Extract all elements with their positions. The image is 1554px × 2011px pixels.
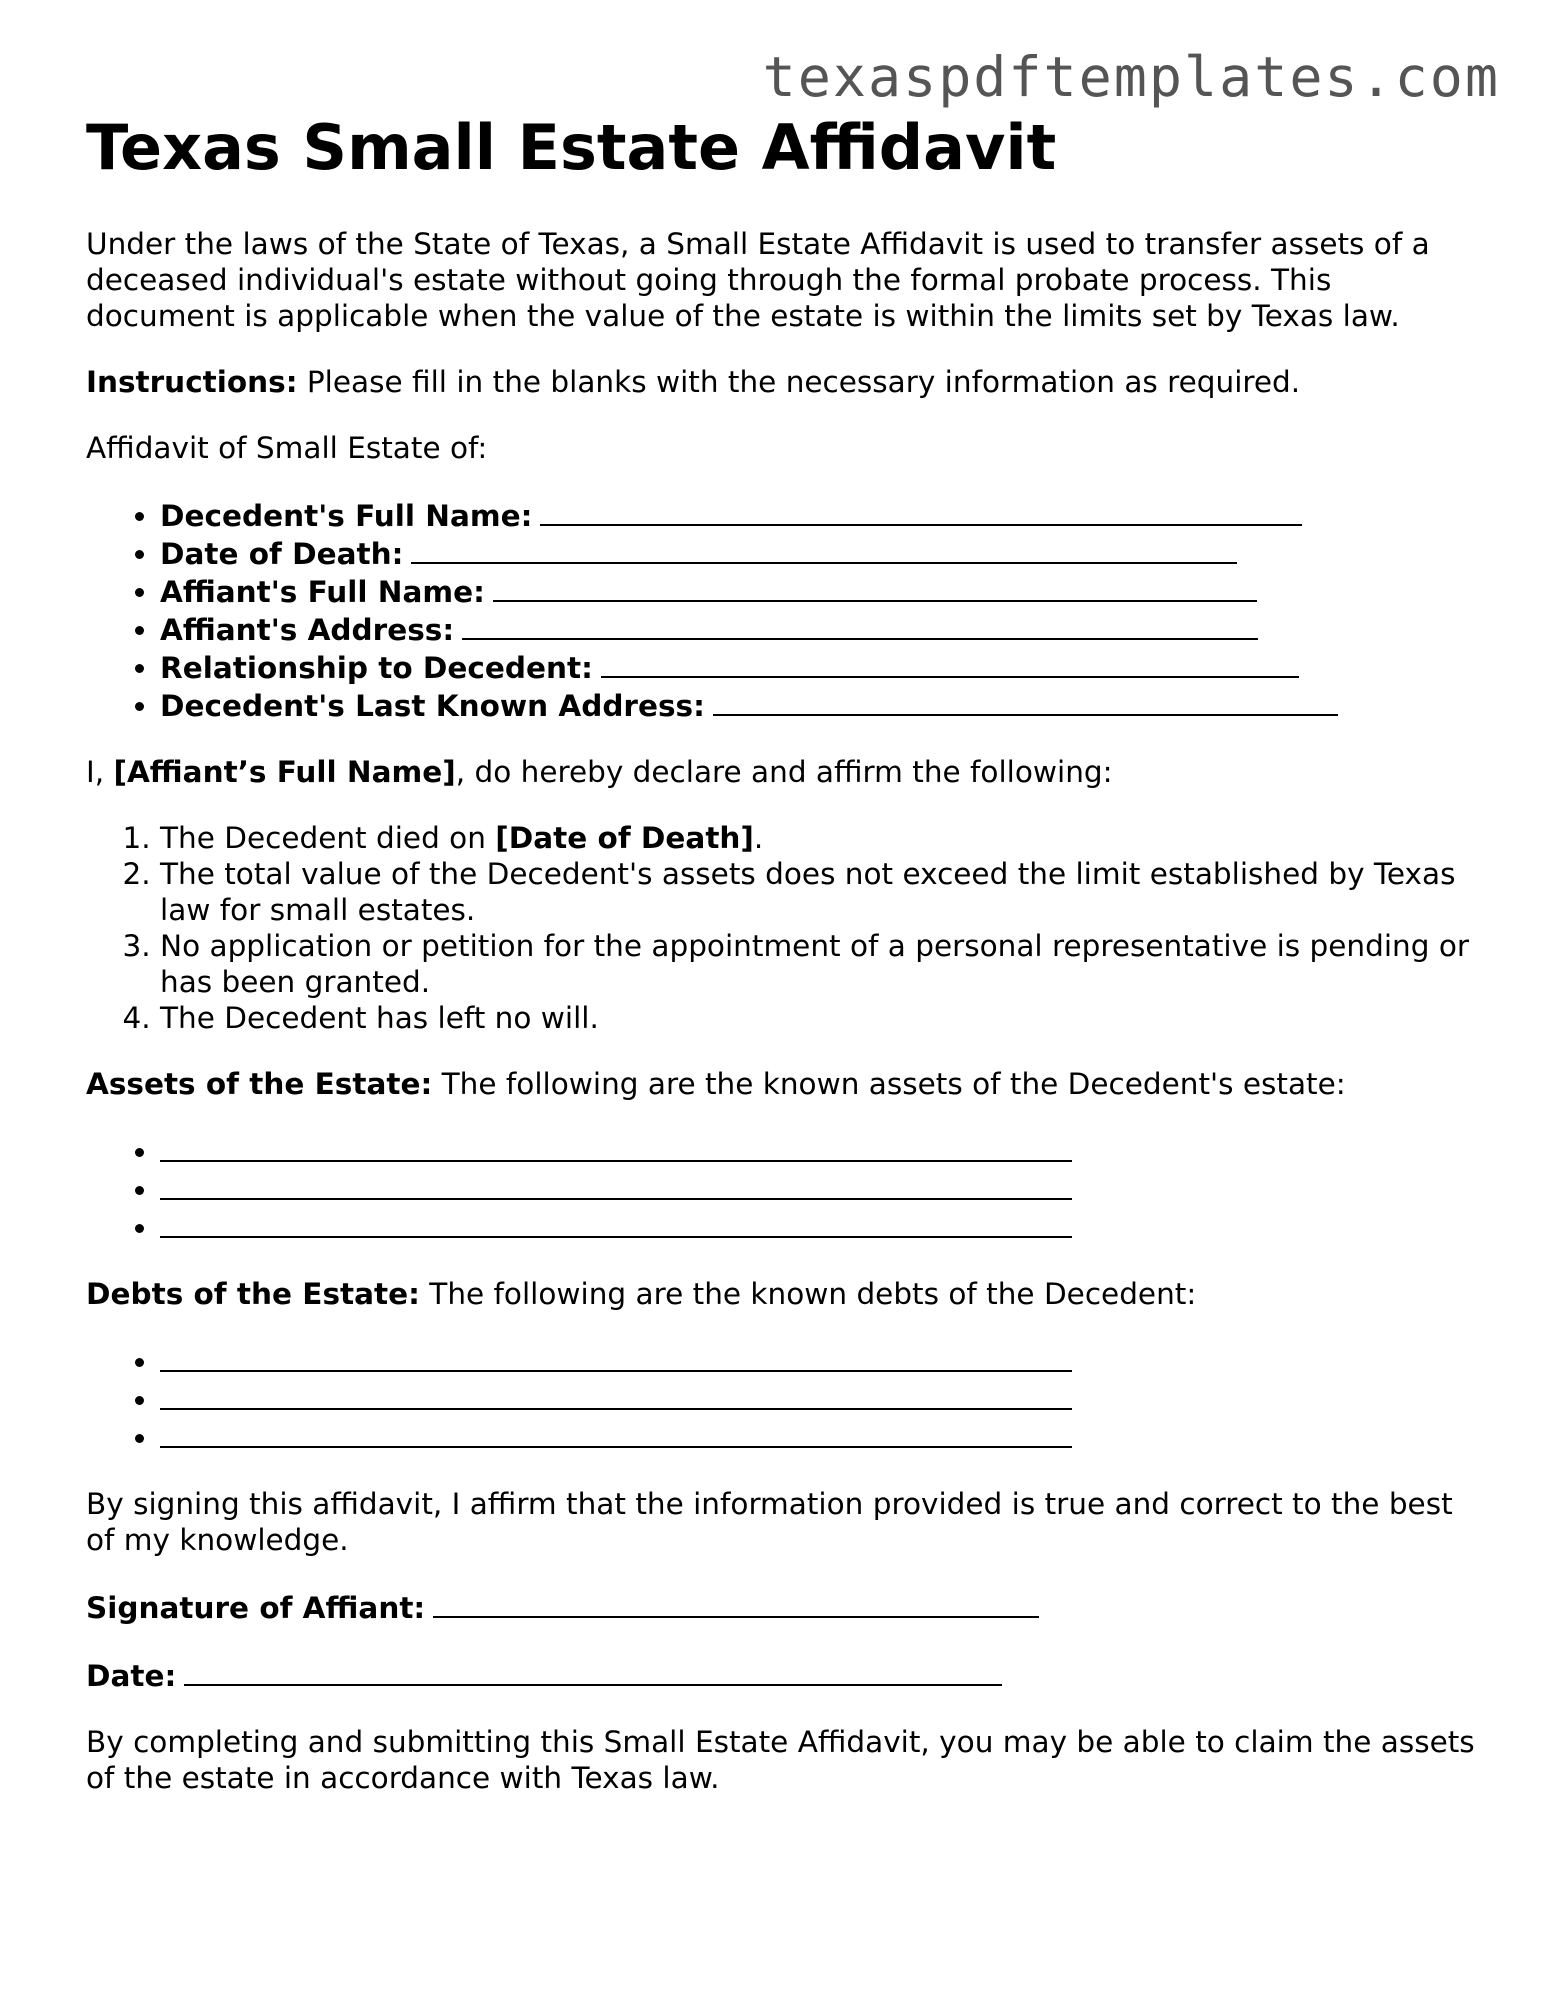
field-decedent-address [160,686,1476,724]
field-relationship [160,648,1476,686]
statement-text: . [753,821,764,855]
affidavit-of-line: Affidavit of Small Estate of: [86,431,488,465]
debt-blank[interactable] [160,1380,1072,1410]
statement-text: The Decedent died on [160,821,496,855]
list-item [160,1170,1476,1208]
closing-paragraph: By completing and submitting this Small Estate Affidavit, you may be able to claim the assets of the estate in accordance with Texas law. [86,1725,1475,1795]
date-of-death-blank[interactable] [411,534,1237,564]
affiant-name-placeholder: [Affiant’s Full Name] [113,755,456,789]
field-label: Decedent's Full Name: [160,499,533,533]
field-affiant-name [160,572,1476,610]
signature-label: Signature of Affiant: [86,1591,426,1625]
date-label: Date: [86,1659,177,1693]
declaration-line [86,754,1476,790]
field-label: Date of Death: [160,537,404,571]
assets-text: The following are the known assets of the Decedent's estate: [432,1067,1346,1101]
assets-list [86,1132,1476,1246]
instructions-paragraph [86,364,1476,400]
signature-blank[interactable] [433,1588,1039,1618]
signature-line [86,1588,1476,1626]
intro-paragraph: Under the laws of the State of Texas, a Small Estate Affidavit is used to transfer assets of a deceased individual's estate without going through the formal probate process. This document is applicable when the value of the estate is within the limits set by Texas law. [86,227,1430,333]
list-item [160,1208,1476,1246]
assets-heading [86,1066,1476,1102]
field-date-of-death [160,534,1476,572]
debts-list [86,1342,1476,1456]
list-item [160,1418,1476,1456]
page-title: Texas Small Estate Affidavit [86,111,1057,184]
declaration-prefix: I, [86,755,114,789]
decedent-name-blank[interactable] [540,496,1302,526]
field-label: Affiant's Full Name: [160,575,485,609]
affirmation-paragraph: By signing this affidavit, I affirm that the information provided is true and correct to the best of my knowledge. [86,1487,1453,1557]
date-blank[interactable] [184,1656,1002,1686]
affiant-address-blank[interactable] [462,610,1258,640]
instructions-text: Please fill in the blanks with the necessary information as required. [297,365,1301,399]
document-body [86,108,1476,1796]
date-line [86,1656,1476,1694]
debt-blank[interactable] [160,1342,1072,1372]
statement-list [86,820,1476,1036]
assets-label: Assets of the Estate: [86,1067,433,1101]
debts-label: Debts of the Estate: [86,1277,420,1311]
list-item [160,1132,1476,1170]
date-of-death-placeholder: [Date of Death] [495,821,754,855]
relationship-blank[interactable] [601,648,1299,678]
field-affiant-address [160,610,1476,648]
list-item [160,1380,1476,1418]
asset-blank[interactable] [160,1170,1072,1200]
field-label: Affiant's Address: [160,613,455,647]
debts-heading [86,1276,1476,1312]
field-label: Decedent's Last Known Address: [160,689,705,723]
instructions-label: Instructions: [86,365,298,399]
info-field-list [86,496,1476,724]
statement-item: 3. No application or petition for the appointment of a personal representative is pending or has been granted. [160,928,1476,1000]
field-decedent-name [160,496,1476,534]
statement-item: 2. The total value of the Decedent's assets does not exceed the limit established by Texas law for small estates. [160,856,1476,928]
debts-text: The following are the known debts of the Decedent: [419,1277,1197,1311]
debt-blank[interactable] [160,1418,1072,1448]
asset-blank[interactable] [160,1208,1072,1238]
field-label: Relationship to Decedent: [160,651,593,685]
statement-item [160,820,1476,856]
asset-blank[interactable] [160,1132,1072,1162]
affiant-name-blank[interactable] [493,572,1257,602]
decedent-address-blank[interactable] [713,686,1338,716]
list-item [160,1342,1476,1380]
statement-item: 4. The Decedent has left no will. [160,1000,1476,1036]
watermark: texaspdftemplates.com [762,45,1500,109]
declaration-suffix: , do hereby declare and affirm the following: [455,755,1113,789]
